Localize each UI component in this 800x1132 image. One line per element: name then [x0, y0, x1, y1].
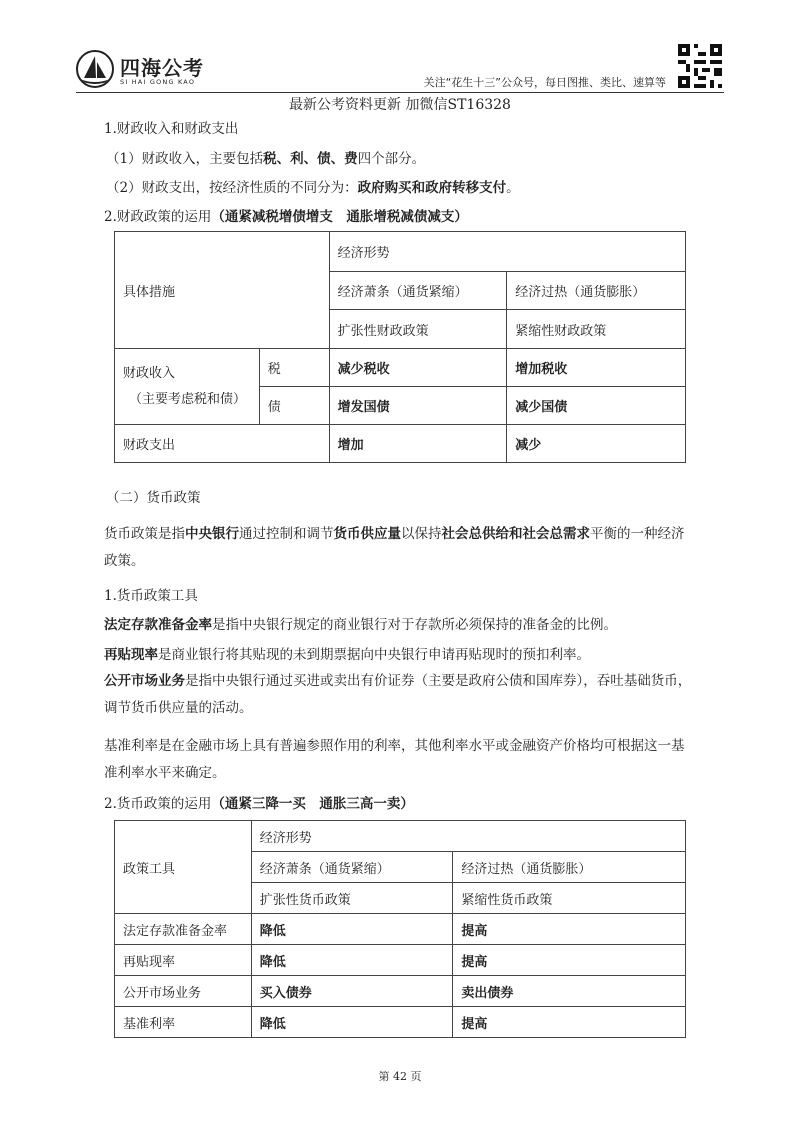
- table-cell: 政策工具: [115, 821, 252, 914]
- table-cell: 增加税收: [507, 349, 686, 387]
- fiscal-policy-table: [114, 231, 686, 463]
- table-cell: 经济过热（通货膨胀）: [507, 272, 686, 310]
- table-cell: 经济过热（通货膨胀）: [453, 852, 686, 883]
- table-cell: 降低: [251, 945, 453, 976]
- monetary-policy-table: [114, 820, 686, 1038]
- qr-code-icon: [678, 44, 722, 88]
- table-cell: 降低: [251, 1007, 453, 1038]
- section-heading: 2.货币政策的运用（通紧三降一买 通胀三高一卖）: [104, 796, 414, 812]
- table-row: [115, 914, 686, 945]
- table-cell: 减少国债: [507, 387, 686, 425]
- paragraph: 再贴现率是商业银行将其贴现的未到期票据向中央银行申请再贴现时的预扣利率。: [104, 647, 590, 663]
- table-cell: 减少: [507, 425, 686, 463]
- table-cell: 提高: [453, 1007, 686, 1038]
- table-cell: 经济形势: [329, 232, 685, 272]
- table-cell: 买入债券: [251, 976, 453, 1007]
- table-cell: 基准利率: [115, 1007, 252, 1038]
- table-cell: 法定存款准备金率: [115, 914, 252, 945]
- page-number: 第 42 页: [378, 1070, 422, 1083]
- section-heading: （二）货币政策: [106, 490, 201, 506]
- logo-subtitle: SI HAI GONG KAO: [120, 78, 196, 86]
- table-cell: 财政收入 （主要考虑税和债）: [115, 349, 260, 425]
- paragraph: （2）财政支出，按经济性质的不同分为：政府购买和政府转移支付。: [106, 180, 520, 196]
- logo: [76, 50, 216, 90]
- paragraph: 公开市场业务是指中央银行通过买进或卖出有价证券（主要是政府公债和国库券），吞吐基础货币，调节货币供应量的活动。: [104, 673, 692, 716]
- table-cell: 提高: [453, 914, 686, 945]
- paragraph: 法定存款准备金率是指中央银行规定的商业银行对于存款所必须保持的准备金的比例。: [104, 617, 617, 633]
- paragraph: 基准利率是在金融市场上具有普遍参照作用的利率，其他利率水平或金融资产价格均可根据这一基准利率水平来确定。: [104, 738, 685, 781]
- table-cell: 降低: [251, 914, 453, 945]
- table-cell: 扩张性货币政策: [251, 883, 453, 914]
- paragraph: （1）财政收入，主要包括税、利、债、费四个部分。: [106, 151, 426, 167]
- section-heading: 2.财政政策的运用（通紧减税增债增支 通胀增税减债减支）: [104, 209, 468, 225]
- table-cell: 紧缩性货币政策: [453, 883, 686, 914]
- table-cell: 增加: [329, 425, 507, 463]
- table-cell: 税: [259, 349, 329, 387]
- paragraph: 货币政策是指中央银行通过控制和调节货币供应量以保持社会总供给和社会总需求平衡的一种经济政策。: [104, 526, 685, 569]
- table-row: [115, 976, 686, 1007]
- table-cell: 扩张性财政政策: [329, 310, 507, 349]
- table-cell: 经济形势: [251, 821, 685, 852]
- section-heading: 1.货币政策工具: [104, 588, 198, 604]
- watermark-text: 最新公考资料更新 加微信ST16328: [289, 97, 511, 113]
- table-row: [115, 1007, 686, 1038]
- table-cell: 财政支出: [115, 425, 330, 463]
- table-cell: 增发国债: [329, 387, 507, 425]
- table-cell: 减少税收: [329, 349, 507, 387]
- table-cell: 经济萧条（通货紧缩）: [251, 852, 453, 883]
- table-cell: 提高: [453, 945, 686, 976]
- table-row: [115, 945, 686, 976]
- table-cell: 公开市场业务: [115, 976, 252, 1007]
- table-cell: 经济萧条（通货紧缩）: [329, 272, 507, 310]
- table-cell: 具体措施: [115, 232, 330, 349]
- table-cell: 再贴现率: [115, 945, 252, 976]
- sail-logo-icon: [76, 50, 114, 88]
- logo-name: 四海公考: [120, 56, 204, 80]
- table-cell: 债: [259, 387, 329, 425]
- header-note: 关注“花生十三”公众号，每日图推、类比、速算等: [423, 76, 666, 89]
- table-cell: 卖出债券: [453, 976, 686, 1007]
- table-cell: 紧缩性财政政策: [507, 310, 686, 349]
- section-heading: 1.财政收入和财政支出: [104, 121, 239, 137]
- header-divider: [76, 92, 724, 93]
